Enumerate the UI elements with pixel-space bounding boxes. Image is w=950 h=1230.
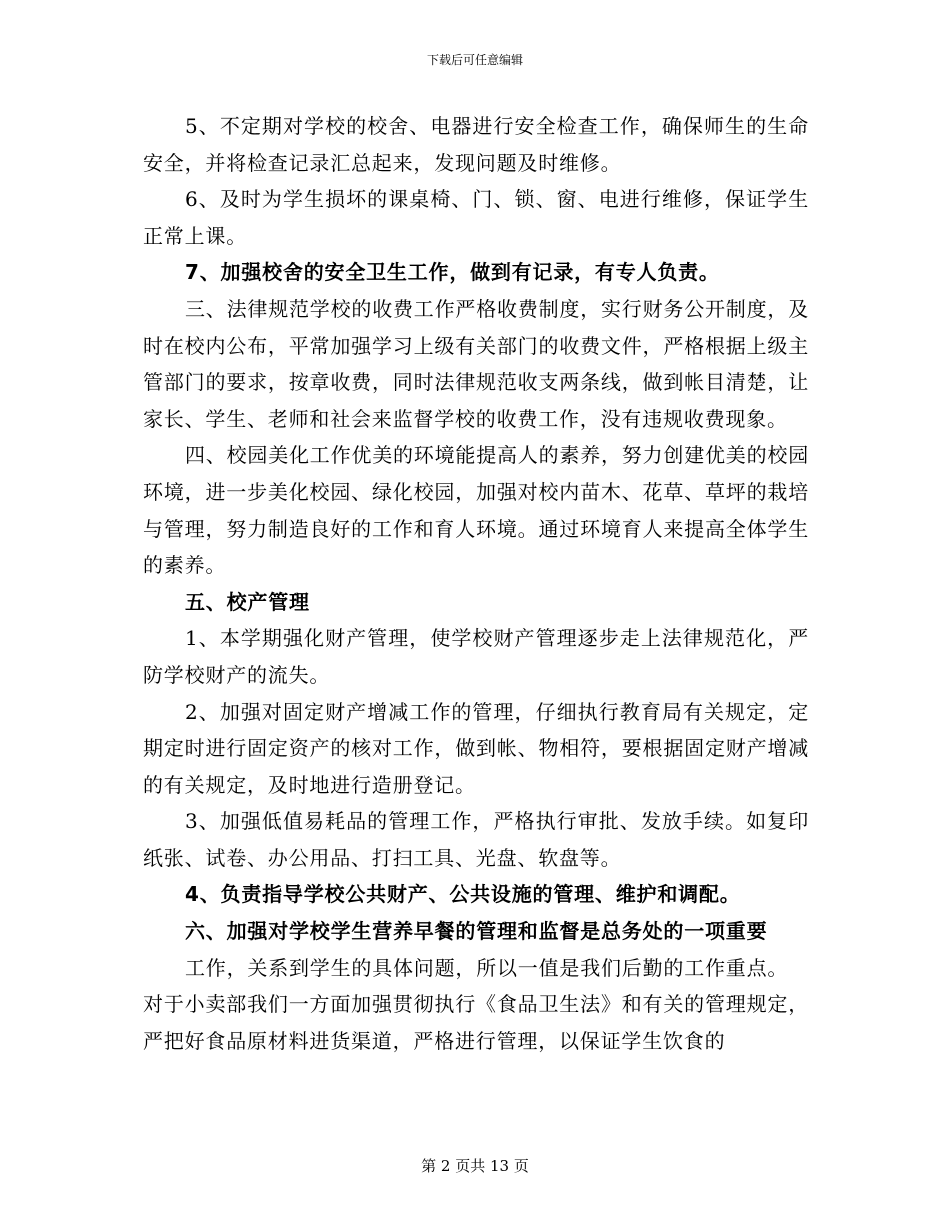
section-6-body: 对于小卖部我们一方面加强贯彻执行《食品卫生法》和有关的管理规定，严把好食品原材料进货渠道，严格进行管理，以保证学生饮食的: [143, 992, 809, 1053]
paragraph-asset-2: 2、加强对固定财产增减工作的管理，仔细执行教育局有关规定，定期定时进行固定资产的核对工作，做到帐、物相符，要根据固定财产增减的有关规定，及时地进行造册登记。: [143, 699, 809, 797]
paragraph-asset-4: 4、负责指导学校公共财产、公共设施的管理、维护和调配。: [185, 882, 741, 907]
section-6-line-2: 工作，关系到学生的具体问题，所以一值是我们后勤的工作重点。: [185, 955, 789, 980]
section-heading-5: 五、校产管理: [185, 589, 310, 614]
paragraph-item-7: 7、加强校舍的安全卫生工作，做到有记录，有专人负责。: [185, 260, 720, 285]
paragraph-section-6: [143, 913, 809, 1059]
paragraph-asset-1: 1、本学期强化财产管理，使学校财产管理逐步走上法律规范化，严防学校财产的流失。: [143, 626, 809, 687]
page-header: 下载后可任意编辑: [426, 53, 523, 67]
paragraph-section-4: 四、校园美化工作优美的环境能提高人的素养，努力创建优美的校园环境，进一步美化校园、绿化校园，加强对校内苗木、花草、草坪的栽培与管理，努力制造良好的工作和育人环境。通过环境育人来提高全体学生的素养。: [143, 443, 809, 578]
paragraph-section-3: 三、法律规范学校的收费工作严格收费制度，实行财务公开制度，及时在校内公布，平常加强学习上级有关部门的收费文件，严格根据上级主管部门的要求，按章收费，同时法律规范收支两条线，做到帐目清楚，让家长、学生、老师和社会来监督学校的收费工作，没有违规收费现象。: [143, 296, 809, 431]
paragraph-item-6: 6、及时为学生损坏的课桌椅、门、锁、窗、电进行维修，保证学生正常上课。: [143, 187, 809, 248]
paragraph-item-5: 5、不定期对学校的校舍、电器进行安全检查工作，确保师生的生命安全，并将检查记录汇总起来，发现问题及时维修。: [143, 114, 809, 175]
section-heading-6: 六、加强对学校学生营养早餐的管理和监督是总务处的一项重要: [185, 919, 768, 944]
page-number: 第 2 页共 13 页: [421, 1157, 529, 1175]
paragraph-asset-3: 3、加强低值易耗品的管理工作，严格执行审批、发放手续。如复印纸张、试卷、办公用品、打扫工具、光盘、软盘等。: [143, 809, 809, 870]
document-body: [143, 108, 809, 1059]
